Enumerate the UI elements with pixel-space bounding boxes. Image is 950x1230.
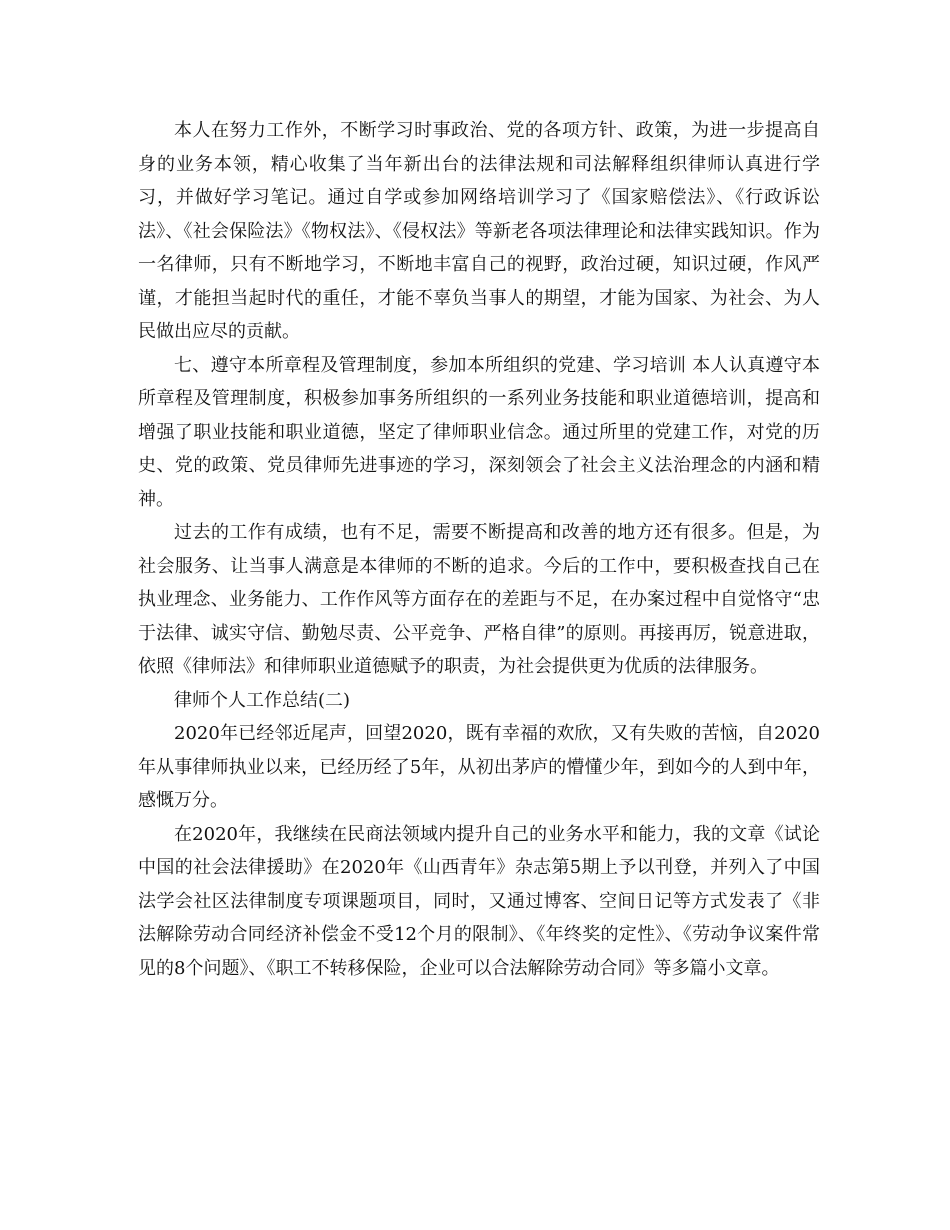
section-heading: 律师个人工作总结(二) xyxy=(174,689,351,711)
paragraph-year-review: 2020年已经邻近尾声，回望2020，既有幸福的欢欣，又有失败的苦恼，自2020年从事律师执业以来，已经历经了5年，从初出茅庐的懵懂少年，到如今的人到中年，感慨万分。 xyxy=(138,723,820,811)
document-body xyxy=(138,114,820,985)
paragraph-study: 本人在努力工作外，不断学习时事政治、党的各项方针、政策，为进一步提高自身的业务本领，精心收集了当年新出台的法律法规和司法解释组织律师认真进行学习，并做好学习笔记。通过自学或参加网络培训学习了《国家赔偿法》、《行政诉讼法》、《社会保险法》《物权法》、《侵权法》等新老各项法律理论和法律实践知识。作为一名律师，只有不断地学习，不断地丰富自己的视野，政治过硬，知识过硬，作风严谨，才能担当起时代的重任，才能不辜负当事人的期望，才能为国家、为社会、为人民做出应尽的贡献。 xyxy=(138,120,820,342)
paragraph-publications: 在2020年，我继续在民商法领域内提升自己的业务水平和能力，我的文章《试论中国的社会法律援助》在2020年《山西青年》杂志第5期上予以刊登，并列入了中国法学会社区法律制度专项课题项目，同时，又通过博客、空间日记等方式发表了《非法解除劳动合同经济补偿金不受12个月的限制》、《年终奖的定性》、《劳动争议案件常见的8个问题》、《职工不转移保险，企业可以合法解除劳动合同》等多篇小文章。 xyxy=(138,823,820,979)
paragraph-section-seven: 七、遵守本所章程及管理制度，参加本所组织的党建、学习培训 本人认真遵守本所章程及管理制度，积极参加事务所组织的一系列业务技能和职业道德培训，提高和增强了职业技能和职业道德，坚定了律师职业信念。通过所里的党建工作，对党的历史、党的政策、党员律师先进事迹的学习，深刻领会了社会主义法治理念的内涵和精神。 xyxy=(138,354,820,510)
paragraph-reflection: 过去的工作有成绩，也有不足，需要不断提高和改善的地方还有很多。但是，为社会服务、让当事人满意是本律师的不断的追求。今后的工作中，要积极查找自己在执业理念、业务能力、工作作风等方面存在的差距与不足，在办案过程中自觉恪守“忠于法律、诚实守信、勤勉尽责、公平竞争、严格自律”的原则。再接再厉，锐意进取，依照《律师法》和律师职业道德赋予的职责，为社会提供更为优质的法律服务。 xyxy=(138,522,820,677)
